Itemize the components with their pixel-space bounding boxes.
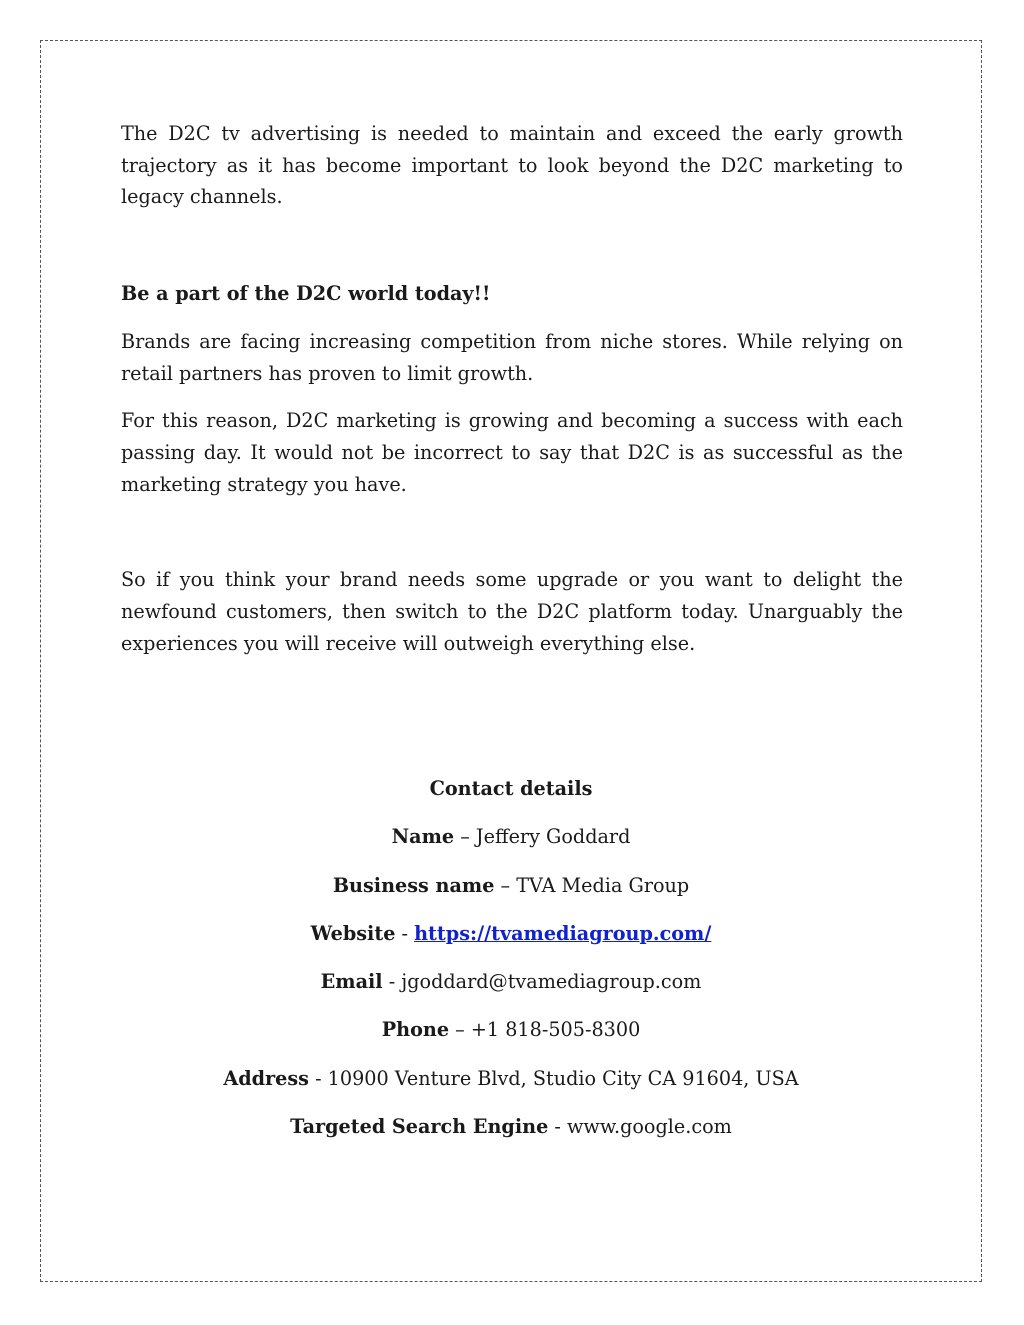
contact-business xyxy=(40,869,982,917)
contact-name-value: Jeffery Goddard xyxy=(475,825,631,849)
contact-email xyxy=(40,965,982,1013)
contact-business-label: Business name xyxy=(332,873,495,897)
contact-details xyxy=(40,772,982,1158)
contact-address-label: Address xyxy=(223,1066,309,1090)
paragraph-growth: For this reason, D2C marketing is growing and becoming a success with each passing day. It would not be incorrect to say that D2C is as successful as the marketing strategy you have. xyxy=(121,409,903,496)
contact-phone xyxy=(40,1013,982,1061)
contact-name-label: Name xyxy=(391,825,455,849)
contact-address xyxy=(40,1062,982,1110)
contact-website xyxy=(40,917,982,965)
contact-phone-label: Phone xyxy=(381,1018,450,1042)
contact-address-value: 10900 Venture Blvd, Studio City CA 91604, USA xyxy=(327,1066,799,1090)
contact-phone-separator: – xyxy=(449,1018,471,1042)
contact-email-label: Email xyxy=(320,970,383,994)
contact-search-engine-value: www.google.com xyxy=(566,1115,732,1139)
contact-business-separator: – xyxy=(494,873,517,897)
contact-search-engine-label: Targeted Search Engine xyxy=(290,1115,549,1139)
contact-address-separator: - xyxy=(308,1066,328,1090)
contact-email-separator: - xyxy=(382,970,402,994)
contact-website-label: Website xyxy=(310,921,396,945)
contact-phone-value: +1 818-505-8300 xyxy=(470,1018,641,1042)
contact-email-value: jgoddard@tvamediagroup.com xyxy=(401,970,702,994)
website-link[interactable]: https://tvamediagroup.com/ xyxy=(414,921,712,945)
contact-search-engine-separator: - xyxy=(548,1115,567,1139)
contact-website-separator: - xyxy=(395,921,415,945)
document-body xyxy=(121,118,903,659)
contact-title: Contact details xyxy=(429,777,593,800)
contact-search-engine xyxy=(40,1110,982,1158)
paragraph-competition: Brands are facing increasing competition from niche stores. While relying on retail partners has proven to limit growth. xyxy=(121,329,903,385)
contact-name xyxy=(40,820,982,868)
paragraph-call-to-action: So if you think your brand needs some upgrade or you want to delight the newfound customers, then switch to the D2C platform today. Unarguably the experiences you will receive will outweigh everything else. xyxy=(121,568,903,655)
contact-business-value: TVA Media Group xyxy=(516,873,690,897)
contact-name-separator: – xyxy=(454,825,476,849)
paragraph-intro: The D2C tv advertising is needed to maintain and exceed the early growth trajectory as it has become important to look beyond the D2C marketing to legacy channels. xyxy=(121,122,903,209)
section-heading: Be a part of the D2C world today!! xyxy=(121,282,491,306)
